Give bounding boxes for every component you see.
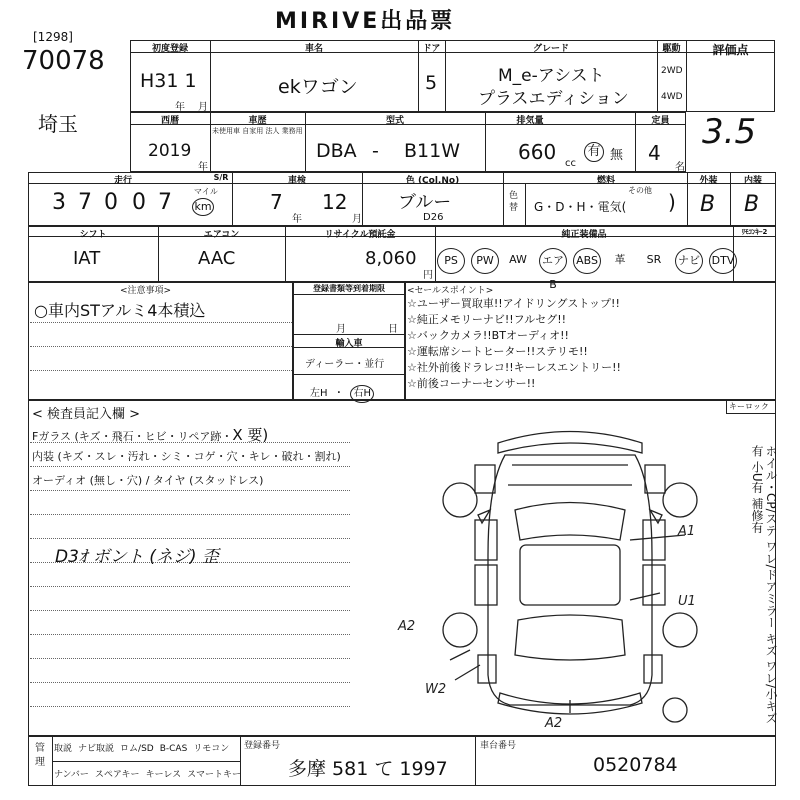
interior-grade: B	[744, 192, 760, 217]
score-value: 3.5	[702, 112, 757, 152]
document-item: スマートキー	[187, 770, 241, 780]
diagram-label-u1: U1	[678, 594, 696, 609]
sales-point: ☆運転席シートヒーター!!ステリモ!!	[407, 345, 588, 358]
windshield	[515, 503, 625, 541]
score-label: 評価点	[712, 43, 749, 57]
equipment-item: エアB	[539, 248, 567, 274]
color-value: ブルー	[398, 192, 452, 213]
sales-points	[407, 296, 775, 392]
type-value: B11W	[404, 140, 460, 162]
region: 埼玉	[38, 112, 78, 136]
model-label: 車名	[304, 44, 323, 54]
mileage-unit-km: km	[192, 198, 214, 216]
inspector-line1: Fガラス (キズ・飛石・ヒビ・リペア跡・X 要)	[32, 426, 269, 444]
sales-point: ☆社外前後ドラレコ!!キーレスエントリー!!	[407, 361, 621, 374]
grade-line2: プラスエディション	[478, 89, 629, 109]
sales-point: ☆ユーザー買取車!!アイドリングストップ!!	[407, 297, 620, 310]
exterior-grade: B	[700, 192, 716, 217]
equipment-item: ABS	[573, 248, 601, 274]
lot-code: [1298]	[33, 30, 73, 44]
sales-point: ☆バックカメラ!!BTオーディオ!!	[407, 329, 569, 342]
document-item: 取説	[54, 744, 73, 754]
inspection-month: 12	[322, 190, 348, 214]
mileage-digits: 3 7 0 0 7	[52, 190, 172, 215]
caution-text: ○車内STアルミ4本積込	[34, 301, 206, 320]
document-item: キーレス	[145, 770, 182, 780]
document-item: スペアキー	[94, 770, 140, 780]
car-damage-diagram	[398, 415, 720, 731]
equipment-item: AW	[509, 253, 527, 266]
first-reg-label: 初度登録	[151, 44, 188, 54]
capacity-value: 4	[648, 141, 661, 165]
inspector-line3: オーディオ (無し・穴) / タイヤ (スタッドレス)	[32, 474, 264, 487]
equipment-item: 革	[614, 253, 626, 266]
wheel-rear-right	[663, 613, 697, 647]
recycle-value: 8,060	[365, 248, 417, 269]
document-item: ナンバー	[54, 770, 89, 780]
doors-value: 5	[425, 72, 438, 94]
turbo-yes: 有	[584, 142, 604, 162]
document-items-row1	[54, 741, 235, 754]
form-title: MIRIVE出品票	[275, 9, 456, 34]
lot-number: 70078	[22, 46, 105, 76]
displacement-value: 660	[518, 140, 557, 164]
document-item: B-CAS	[159, 744, 188, 754]
legend-vertical: ホイル・CP/ステ ワレ/ドアミラー キズ ワレ/小キズ有 小U有 補修有	[750, 445, 778, 725]
equipment-item: ナビ	[675, 248, 703, 274]
document-item: ロム/SD	[120, 744, 154, 754]
diagram-label-a2-rear: A2	[545, 716, 563, 731]
front-bumper	[498, 432, 642, 454]
equipment-list	[437, 246, 775, 291]
document-item: ナビ取説	[78, 744, 115, 754]
first-reg-value: H31 1	[140, 70, 197, 92]
handwritten-note: D3ｵ ボント (ネジ) 歪	[55, 547, 219, 567]
equipment-item: PS	[437, 248, 465, 274]
equipment-item: SR	[646, 253, 662, 266]
diagram-label-a2-left: A2	[398, 619, 416, 634]
document-item: リモコン	[193, 744, 230, 754]
diagram-label-w2: W2	[425, 682, 447, 697]
wheel-front-left	[443, 483, 477, 517]
doors-label: ドア	[422, 44, 441, 54]
sales-point: ☆前後コーナーセンサー!!	[407, 377, 536, 390]
drive-label: 駆動	[662, 44, 681, 54]
car-body	[488, 455, 652, 705]
sales-point: ☆純正メモリーナビ!!フルセグ!!	[407, 313, 567, 326]
document-items-row2	[54, 767, 247, 780]
grade-label: グレード	[532, 44, 569, 54]
spare-wheel	[663, 698, 687, 722]
shift-value: IAT	[73, 248, 101, 269]
chassis-number: 0520784	[593, 754, 678, 776]
roof	[520, 545, 620, 605]
rear-window	[515, 615, 625, 660]
wheel-front-right	[663, 483, 697, 517]
diagram-label-a1: A1	[678, 524, 696, 539]
wheel-rear-left	[443, 613, 477, 647]
inspector-title: < 検査員記入欄 >	[32, 407, 141, 422]
fuel-options: G・D・H・電気(	[534, 200, 627, 214]
aircon-value: AAC	[198, 248, 236, 269]
model-value: ekワゴン	[278, 76, 358, 98]
registration-number: 多摩 581 て 1997	[288, 758, 448, 780]
handle-right-circled: 右H	[350, 385, 374, 403]
type-prefix: DBA	[316, 140, 357, 162]
grade-line1: M_e-アシスト	[498, 66, 605, 86]
equipment-item: DTV	[709, 248, 737, 274]
inspection-year: 7	[270, 190, 283, 214]
year-value: 2019	[148, 141, 192, 161]
equipment-item: PW	[471, 248, 499, 274]
inspector-line2: 内装 (キズ・スレ・汚れ・シミ・コゲ・穴・キレ・破れ・割れ)	[32, 450, 341, 463]
